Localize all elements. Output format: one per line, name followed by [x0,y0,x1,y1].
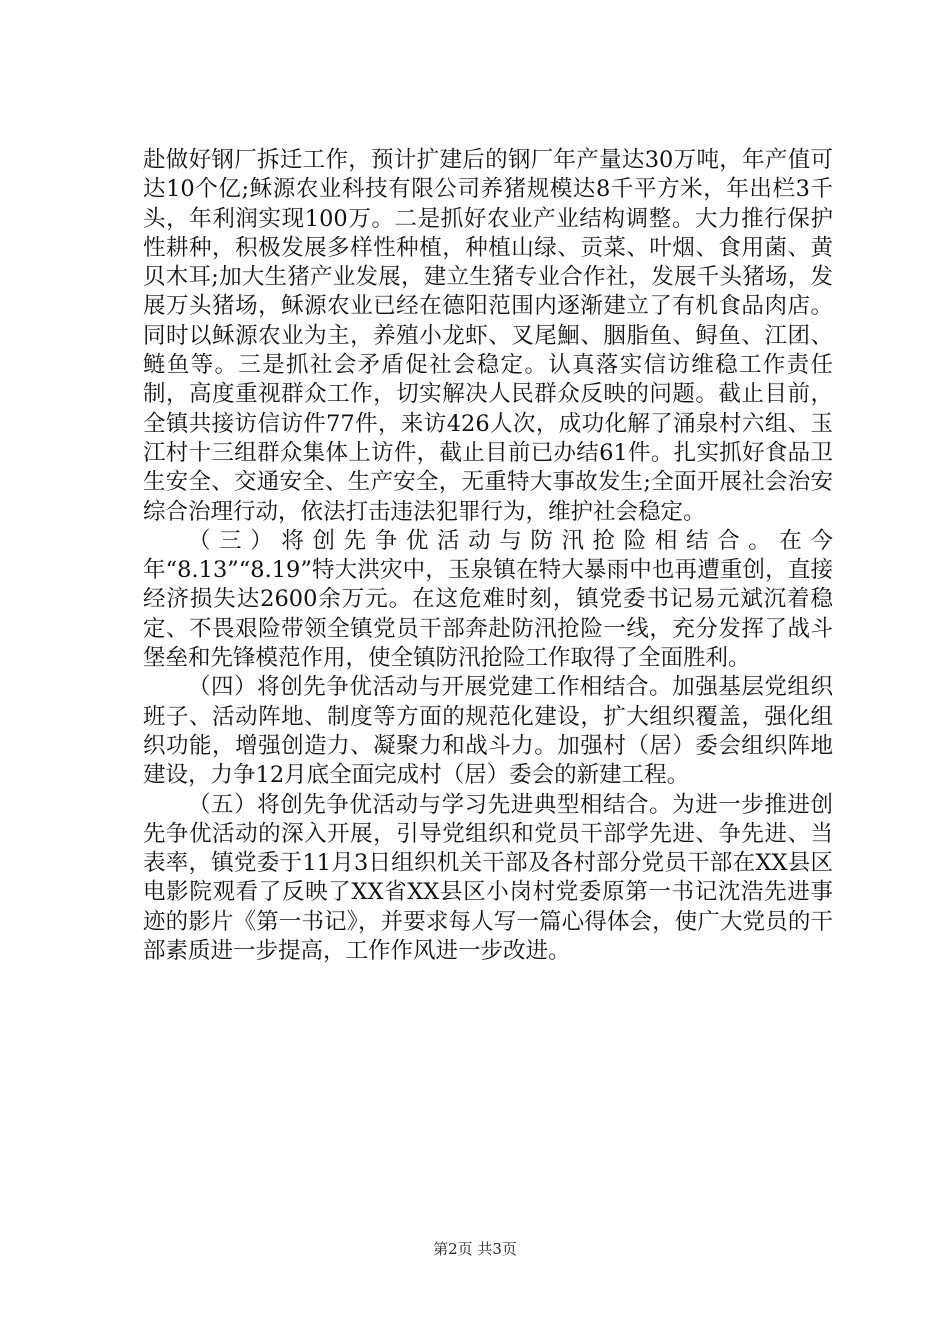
page-number: 第2页 共3页 [433,1240,517,1258]
paragraph-section-three: （三）将创先争优活动与防汛抢险相结合。在今年“8.13”“8.19”特大洪灾中，玉泉镇在特大暴雨中也再遭重创，直接经济损失达2600余万元。在这危难时刻，镇党委书记易元斌沉着稳定、不畏艰险带领全镇党员干部奔赴防汛抢险一线，充分发挥了战斗堡垒和先锋模范作用，使全镇防汛抢险工作取得了全面胜利。 [143,527,833,672]
paragraph-continuation: 赴做好钢厂拆迁工作，预计扩建后的钢厂年产量达30万吨，年产值可达10个亿;稣源农业科技有限公司养猪规模达8千平方米，年出栏3千头，年利润实现100万。二是抓好农业产业结构调整。大力推行保护性耕种，积极发展多样性种植，种植山绿、贡菜、叶烟、食用菌、黄贝木耳;加大生猪产业发展，建立生猪专业合作社，发展千头猪场，发展万头猪场，稣源农业已经在德阳范围内逐渐建立了有机食品肉店。同时以稣源农业为主，养殖小龙虾、叉尾鮰、胭脂鱼、鲟鱼、江团、鲢鱼等。三是抓社会矛盾促社会稳定。认真落实信访维稳工作责任制，高度重视群众工作，切实解决人民群众反映的问题。截止目前，全镇共接访信访件77件，来访426人次，成功化解了涌泉村六组、玉江村十三组群众集体上访件，截止目前已办结61件。扎实抓好食品卫生安全、交通安全、生产安全，无重特大事故发生;全面开展社会治安综合治理行动，依法打击违法犯罪行为，维护社会稳定。 [143,147,833,525]
page-footer [0,1239,950,1259]
paragraph-section-four: （四）将创先争优活动与开展党建工作相结合。加强基层党组织班子、活动阵地、制度等方面的规范化建设，扩大组织覆盖，强化组织功能，增强创造力、凝聚力和战斗力。加强村（居）委会组织阵地建设，力争12月底全面完成村（居）委会的新建工程。 [143,674,833,789]
document-body [143,146,833,966]
paragraph-section-five: （五）将创先争优活动与学习先进典型相结合。为进一步推进创先争优活动的深入开展，引导党组织和党员干部学先进、争先进、当表率，镇党委于11月3日组织机关干部及各村部分党员干部在XX县区电影院观看了反映了XX省XX县区小岗村党委原第一书记沈浩先进事迹的影片《第一书记》，并要求每人写一篇心得体会，使广大党员的干部素质进一步提高，工作作风进一步改进。 [143,791,833,965]
